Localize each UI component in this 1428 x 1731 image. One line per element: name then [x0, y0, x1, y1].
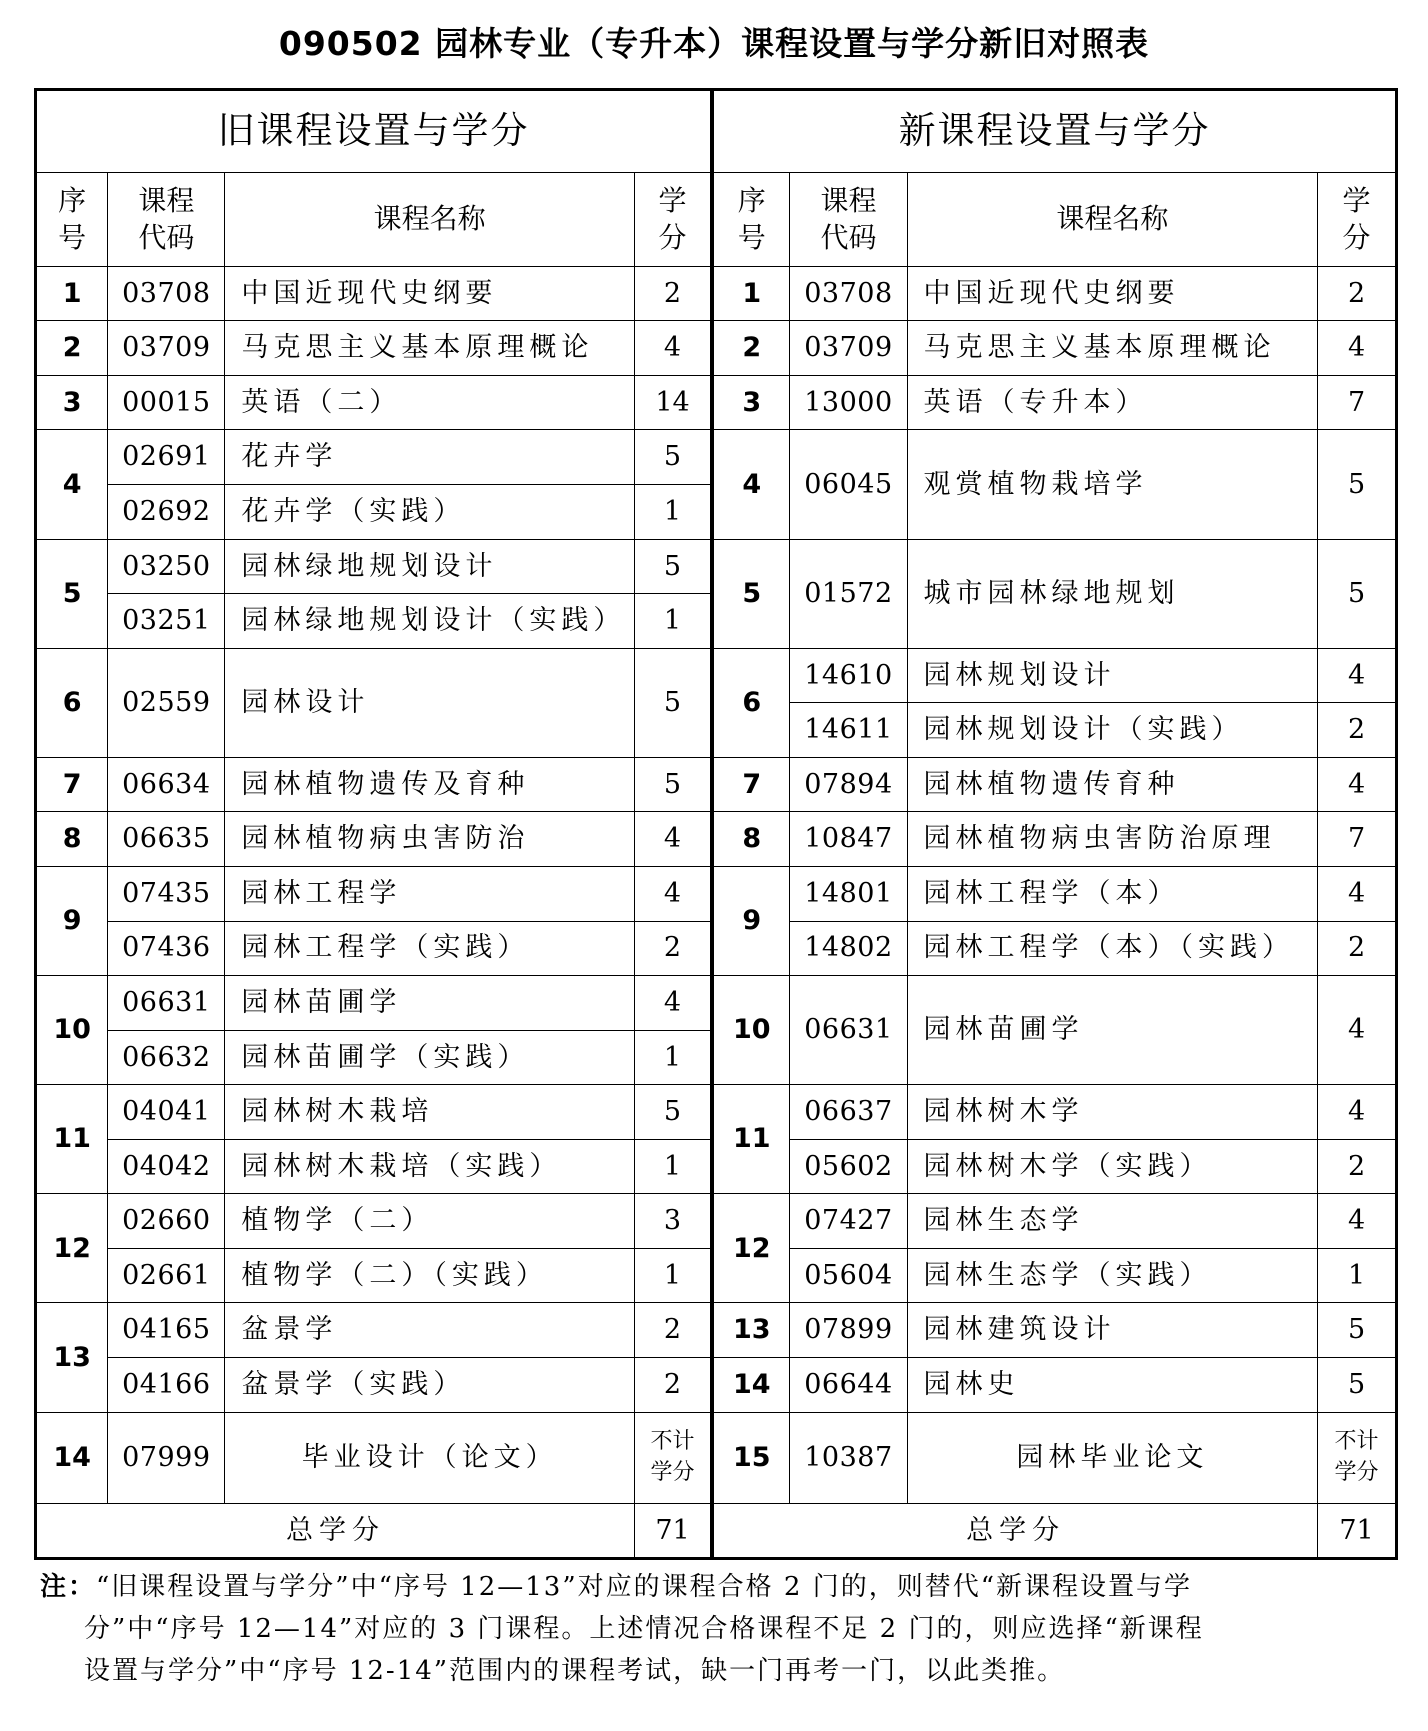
table-row [36, 266, 1397, 321]
old-seq: 2 [36, 321, 108, 376]
old-course-name: 园林植物遗传及育种 [225, 757, 635, 812]
new-credit: 4 [1318, 1085, 1397, 1140]
note-label: 注： [40, 1572, 97, 1602]
new-course-code: 07427 [790, 1194, 907, 1249]
old-course-name: 马克思主义基本原理概论 [225, 321, 635, 376]
old-course-code: 02559 [108, 648, 225, 757]
table-row [36, 866, 1397, 921]
new-course-code: 14610 [790, 648, 907, 703]
new-course-name: 园林植物病虫害防治原理 [907, 812, 1318, 867]
old-credit: 2 [634, 1303, 712, 1358]
new-seq: 12 [712, 1194, 790, 1303]
old-course-code: 06632 [108, 1030, 225, 1085]
old-course-code: 03251 [108, 594, 225, 649]
new-credit: 4 [1318, 321, 1397, 376]
old-course-name: 园林绿地规划设计（实践） [225, 594, 635, 649]
new-total-label: 总学分 [712, 1504, 1317, 1559]
old-credit: 5 [634, 539, 712, 594]
new-seq: 2 [712, 321, 790, 376]
old-course-name: 毕业设计（论文） [225, 1412, 635, 1504]
new-credit: 5 [1318, 1303, 1397, 1358]
new-credit: 4 [1318, 1194, 1397, 1249]
old-credit: 1 [634, 485, 712, 540]
old-credit: 4 [634, 321, 712, 376]
old-seq: 6 [36, 648, 108, 757]
new-course-name: 中国近现代史纲要 [907, 266, 1318, 321]
old-course-code: 04165 [108, 1303, 225, 1358]
new-total-credit: 71 [1318, 1504, 1397, 1559]
old-course-code: 07436 [108, 921, 225, 976]
old-credit: 不计学分 [634, 1412, 712, 1504]
old-course-code: 02661 [108, 1248, 225, 1303]
new-course-code: 03708 [790, 266, 907, 321]
old-course-name: 园林植物病虫害防治 [225, 812, 635, 867]
new-credit-header: 学分 [1318, 172, 1397, 266]
old-credit: 5 [634, 757, 712, 812]
old-credit: 14 [634, 375, 712, 430]
old-course-code: 06635 [108, 812, 225, 867]
new-course-name: 园林规划设计（实践） [907, 703, 1318, 758]
old-course-code: 07435 [108, 866, 225, 921]
old-code-header: 课程代码 [108, 172, 225, 266]
table-row [36, 648, 1397, 703]
old-seq: 4 [36, 430, 108, 539]
old-course-code: 03708 [108, 266, 225, 321]
old-credit: 3 [634, 1194, 712, 1249]
old-course-name: 中国近现代史纲要 [225, 266, 635, 321]
new-course-code: 07899 [790, 1303, 907, 1358]
old-seq: 3 [36, 375, 108, 430]
new-course-code: 14801 [790, 866, 907, 921]
new-credit: 4 [1318, 866, 1397, 921]
new-credit: 5 [1318, 430, 1397, 539]
table-row [36, 321, 1397, 376]
old-seq: 10 [36, 976, 108, 1085]
new-seq: 8 [712, 812, 790, 867]
old-course-name: 园林树木栽培 [225, 1085, 635, 1140]
totals-row [36, 1504, 1397, 1559]
old-course-code: 06631 [108, 976, 225, 1031]
old-course-name: 植物学（二）（实践） [225, 1248, 635, 1303]
new-course-name: 园林规划设计 [907, 648, 1318, 703]
old-course-code: 04042 [108, 1139, 225, 1194]
new-seq: 1 [712, 266, 790, 321]
new-course-name: 城市园林绿地规划 [907, 539, 1318, 648]
old-course-code: 06634 [108, 757, 225, 812]
new-credit: 2 [1318, 921, 1397, 976]
old-course-code: 07999 [108, 1412, 225, 1504]
new-course-name: 观赏植物栽培学 [907, 430, 1318, 539]
new-credit: 5 [1318, 539, 1397, 648]
old-credit: 4 [634, 976, 712, 1031]
new-credit: 2 [1318, 1139, 1397, 1194]
new-credit: 4 [1318, 976, 1397, 1085]
old-course-name: 植物学（二） [225, 1194, 635, 1249]
old-seq: 8 [36, 812, 108, 867]
new-seq-header: 序号 [712, 172, 790, 266]
old-credit: 2 [634, 1358, 712, 1413]
old-seq: 7 [36, 757, 108, 812]
old-total-label: 总学分 [36, 1504, 635, 1559]
old-course-name: 英语（二） [225, 375, 635, 430]
table-row [36, 1412, 1397, 1504]
new-seq: 10 [712, 976, 790, 1085]
table-row [36, 1303, 1397, 1358]
table-row [36, 812, 1397, 867]
old-name-header: 课程名称 [225, 172, 635, 266]
new-course-code: 05604 [790, 1248, 907, 1303]
old-course-name: 盆景学（实践） [225, 1358, 635, 1413]
old-course-name: 花卉学（实践） [225, 485, 635, 540]
new-course-name: 园林史 [907, 1358, 1318, 1413]
old-credit: 5 [634, 648, 712, 757]
old-seq: 14 [36, 1412, 108, 1504]
old-course-code: 04166 [108, 1358, 225, 1413]
new-course-name: 马克思主义基本原理概论 [907, 321, 1318, 376]
new-course-code: 06637 [790, 1085, 907, 1140]
course-comparison-table [34, 88, 1398, 1560]
old-course-name: 园林工程学 [225, 866, 635, 921]
old-seq: 11 [36, 1085, 108, 1194]
old-seq: 9 [36, 866, 108, 975]
new-credit: 不计学分 [1318, 1412, 1397, 1504]
page-title: 090502 园林专业（专升本）课程设置与学分新旧对照表 [278, 24, 1150, 63]
new-course-code: 10387 [790, 1412, 907, 1504]
old-course-code: 03709 [108, 321, 225, 376]
new-seq: 13 [712, 1303, 790, 1358]
old-course-name: 园林工程学（实践） [225, 921, 635, 976]
new-course-name: 园林树木学 [907, 1085, 1318, 1140]
old-credit: 4 [634, 866, 712, 921]
old-credit: 2 [634, 921, 712, 976]
new-course-name: 园林工程学（本） [907, 866, 1318, 921]
old-total-credit: 71 [634, 1504, 712, 1559]
new-course-name: 园林工程学（本）（实践） [907, 921, 1318, 976]
new-credit: 1 [1318, 1248, 1397, 1303]
new-seq: 6 [712, 648, 790, 757]
old-course-code: 03250 [108, 539, 225, 594]
new-course-name: 园林生态学（实践） [907, 1248, 1318, 1303]
new-credit: 7 [1318, 375, 1397, 430]
old-course-name: 花卉学 [225, 430, 635, 485]
old-course-code: 00015 [108, 375, 225, 430]
old-course-name: 园林苗圃学（实践） [225, 1030, 635, 1085]
old-course-code: 02691 [108, 430, 225, 485]
new-seq: 15 [712, 1412, 790, 1504]
old-seq: 1 [36, 266, 108, 321]
new-seq: 7 [712, 757, 790, 812]
new-seq: 9 [712, 866, 790, 975]
new-course-code: 13000 [790, 375, 907, 430]
old-course-name: 园林苗圃学 [225, 976, 635, 1031]
new-course-code: 10847 [790, 812, 907, 867]
old-credit: 5 [634, 430, 712, 485]
old-credit-header: 学分 [634, 172, 712, 266]
old-seq: 5 [36, 539, 108, 648]
note-line-3: 设置与学分”中“序号 12-14”范围内的课程考试，缺一门再考一门，以此类推。 [84, 1656, 1066, 1686]
new-credit: 4 [1318, 648, 1397, 703]
old-course-code: 02660 [108, 1194, 225, 1249]
table-row [36, 430, 1397, 485]
new-credit: 5 [1318, 1358, 1397, 1413]
new-course-code: 07894 [790, 757, 907, 812]
new-course-name: 英语（专升本） [907, 375, 1318, 430]
new-course-code: 01572 [790, 539, 907, 648]
old-course-code: 04041 [108, 1085, 225, 1140]
old-credit: 1 [634, 594, 712, 649]
new-seq: 5 [712, 539, 790, 648]
table-row [36, 1085, 1397, 1140]
table-row [36, 539, 1397, 594]
new-course-code: 06631 [790, 976, 907, 1085]
new-seq: 4 [712, 430, 790, 539]
new-code-header: 课程代码 [790, 172, 907, 266]
new-course-name: 园林建筑设计 [907, 1303, 1318, 1358]
old-credit: 1 [634, 1030, 712, 1085]
old-seq: 12 [36, 1194, 108, 1303]
table-row [36, 1358, 1397, 1413]
note-line-2: 分”中“序号 12—14”对应的 3 门课程。上述情况合格课程不足 2 门的，则应选择“新课程 [84, 1614, 1204, 1644]
old-course-code: 02692 [108, 485, 225, 540]
old-credit: 2 [634, 266, 712, 321]
new-course-code: 05602 [790, 1139, 907, 1194]
old-course-name: 盆景学 [225, 1303, 635, 1358]
new-credit: 4 [1318, 757, 1397, 812]
new-course-code: 14611 [790, 703, 907, 758]
new-credit: 7 [1318, 812, 1397, 867]
table-row [36, 757, 1397, 812]
new-name-header: 课程名称 [907, 172, 1318, 266]
table-row [36, 1194, 1397, 1249]
old-credit: 5 [634, 1085, 712, 1140]
new-credit: 2 [1318, 703, 1397, 758]
old-credit: 1 [634, 1139, 712, 1194]
note-line-1: “旧课程设置与学分”中“序号 12—13”对应的课程合格 2 门的，则替代“新课程设置与学 [96, 1572, 1192, 1602]
footnote [40, 1566, 1380, 1692]
new-course-name: 园林生态学 [907, 1194, 1318, 1249]
old-credit: 4 [634, 812, 712, 867]
new-section-header: 新课程设置与学分 [712, 90, 1396, 173]
old-seq-header: 序号 [36, 172, 108, 266]
old-course-name: 园林树木栽培（实践） [225, 1139, 635, 1194]
new-course-name: 园林树木学（实践） [907, 1139, 1318, 1194]
old-credit: 1 [634, 1248, 712, 1303]
new-course-code: 14802 [790, 921, 907, 976]
table-row [36, 976, 1397, 1031]
old-course-name: 园林绿地规划设计 [225, 539, 635, 594]
new-course-name: 园林毕业论文 [907, 1412, 1318, 1504]
new-seq: 11 [712, 1085, 790, 1194]
new-course-code: 03709 [790, 321, 907, 376]
new-course-name: 园林植物遗传育种 [907, 757, 1318, 812]
old-seq: 13 [36, 1303, 108, 1412]
new-credit: 2 [1318, 266, 1397, 321]
new-course-code: 06045 [790, 430, 907, 539]
new-seq: 3 [712, 375, 790, 430]
new-seq: 14 [712, 1358, 790, 1413]
table-row [36, 375, 1397, 430]
old-course-name: 园林设计 [225, 648, 635, 757]
old-section-header: 旧课程设置与学分 [36, 90, 713, 173]
new-course-code: 06644 [790, 1358, 907, 1413]
new-course-name: 园林苗圃学 [907, 976, 1318, 1085]
